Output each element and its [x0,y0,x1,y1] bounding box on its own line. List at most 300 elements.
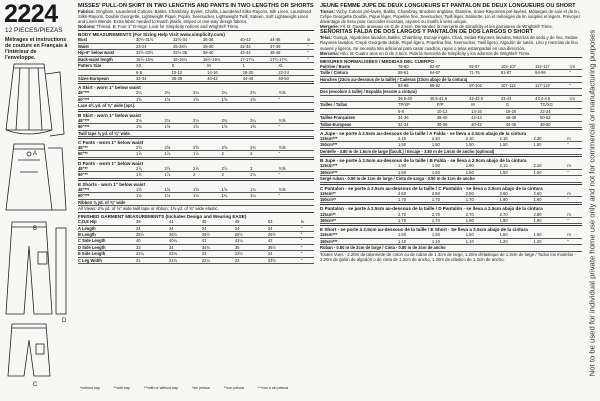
cell-value: 2.50 [398,191,432,197]
cell-value: G [506,102,540,108]
cell-value: 2⅛ [193,118,222,124]
row-label: Lace 4¾ yd. of ⅝" wide (opt.). [78,103,314,109]
cell-value: 45 [202,219,235,225]
cell-value: 22-24 [540,108,582,114]
cell-value: 58-61 [398,70,430,76]
cell-value: 64-67 [430,70,470,76]
cell-value: 2¼ [165,90,194,96]
cell-value: 26½ [169,232,202,238]
cell-value: 1⅝ [193,96,222,102]
cell-value: 38-40 [437,115,471,121]
cell-value: Yds [279,118,314,124]
cell-value: 48-50 [278,75,314,81]
fr-view-d-metrage [320,212,582,225]
cell-value: 1.50 [432,232,466,238]
cell-value: 40-42 [240,37,270,43]
row-label [320,95,398,101]
cell-value: 1.10 [398,238,432,244]
fr-view-b-heading: B Jupe - se porte à 2.5cm au-dessous de la taille / B Falda - se lleva a 2.5cm abajo de la cintura [320,156,582,163]
cell-value: 1⅛ [136,193,165,199]
notions-paragraph: Notions: Thread. B: Four 1" D-rings. Look for Simplicity notions and Wrights® Trims. [78,24,240,30]
cell-value: 17½-17¾ [270,56,307,62]
cell-value: 39.5-40 [398,95,430,101]
row-label: Ruban - 0.80 m de 2cm de large / Cinta - 0.80 m de 2cm de ancho [320,245,582,251]
view-d-heading: D Pants - worn 1" below waist [78,159,314,166]
cell-value: 2.10 [500,163,534,169]
cell-value: 42-44 [471,115,505,121]
cell-value: 1.90 [534,197,568,203]
cell-value: 40.5-41.5 [430,95,470,101]
cell-value: 2.10 [432,136,466,142]
cell-value: 1.70 [398,197,432,203]
spanish-title: SEÑORITAS FALDA DE DOS LARGOS Y PANTALÓN DE DOS LARGOS O SHORT [320,29,534,36]
view-b-heading: B Skirt - worn 1" below waist [78,111,314,118]
cell-value: 1.50 [533,142,567,148]
cell-value: 2.50 [466,191,500,197]
cell-value: 1⅝ [222,96,251,102]
cell-value: 2¾ [250,145,279,151]
cell-value: 1.70 [432,197,466,203]
cell-value: 1.90 [500,197,534,203]
cell-value: 18-20 [506,108,540,114]
cell-value: 1⅞ [136,151,165,157]
cell-value: 1.90 [398,163,432,169]
row-label: 45"** [78,145,136,151]
table-row [320,95,582,101]
cell-value: 1⅝ [250,96,279,102]
cell-value: 2¼ [193,90,222,96]
row-label: C Side Length [78,238,136,244]
row-label: 60"** [78,151,136,157]
cell-value: " [567,197,582,203]
pattern-number: 2224 [4,0,58,28]
cell-value: 25-26½ [173,43,203,49]
cell-value: 32-34 [136,75,172,81]
cell-value: 1.50 [432,169,466,175]
cell-value: 88-92 [430,83,470,89]
cell-value: 102-107 [501,64,535,70]
cell-value: 2.70 [466,212,500,218]
row-label: A Length [78,225,136,231]
cell-value: 24 [235,225,268,231]
cell-value: " [301,257,314,263]
cell-value: " [301,251,314,257]
cell-value: 40¼ [169,238,202,244]
cell-value: 78-80 [398,64,430,70]
cell-value: " [567,217,582,223]
cell-value: " [307,50,314,56]
cell-value: 14-16 [471,108,505,114]
cell-value: S [172,63,208,69]
row-label: 150cm*** [320,142,398,148]
cell-value: 1⅝ [193,124,222,130]
cell-value: M [471,102,505,108]
cell-value: 2⅝ [136,145,165,151]
cell-value: 35½ [268,244,301,250]
cell-value: 2⅛ [165,118,194,124]
cell-value: 1.50 [466,232,500,238]
cell-value: 1.50 [398,232,432,238]
view-label-b: B [33,226,38,232]
row-label: 115cm*** [320,136,398,142]
cell-value: " [301,225,314,231]
row-label: 60"*** [78,124,136,130]
cell-value: 18-20 [243,69,279,75]
table-row [78,103,314,109]
cell-value: 2⅞ [193,166,222,172]
cell-value: " [567,238,582,244]
cell-value: 1.50 [398,142,432,148]
row-label: B Length [78,232,136,238]
cell-value: 1⅝ [165,96,194,102]
view-label-c: C [33,382,38,388]
view-a-heading: A Skirt - worn 1" below waist [78,83,314,90]
body-measurements-table [78,37,314,63]
cell-value: 38-40 [203,50,240,56]
cell-value: 83-85 [398,83,430,89]
cell-value: 16-16¼ [173,56,203,62]
cell-value: 34-36 [398,115,437,121]
cell-value: " [301,238,314,244]
fr-view-e-heading: E Short - se porte à 2.5cm au-dessous de la taille / E Short - Se lleva a 2.5cm abajo de la cintura [320,225,582,232]
cell-value: " [301,244,314,250]
cell-value: 1.50 [466,169,500,175]
row-label: 45"*** [78,90,136,96]
table-row [78,151,314,157]
cell-value: 1⅝ [250,124,279,130]
french-title: JEUNE FEMME JUPE DE DEUX LONGUEURS ET PANTALON DE DEUX LONGUEURS OU SHORT [320,3,576,9]
cell-value: 42-44 [240,50,270,56]
row-label: Sergé ruban - 0.50 m de 1cm de large / Cinta de sarga - 0.50 m de 1cm de ancho [320,176,582,182]
cell-value: 2⅞ [222,166,251,172]
cell-value: 21 [136,257,169,263]
body-measurements-heading: BODY MEASUREMENTS (For Sizing Help Visit www.simplicity.com) [78,30,314,37]
cell-value: 1.60 [534,232,568,238]
cell-value: 46-48 [270,50,307,56]
cell-value: 39 [136,219,169,225]
cell-value: 2 [222,172,251,178]
row-label: 60"*** [78,96,136,102]
fr-view-c-heading: C Pantalon - se porte à 2.5cm au-dessous de la taille / C Pantalón - se lleva a 2.5cm abajo de la cintura [320,184,582,191]
cell-value: " [279,96,314,102]
side-disclaimer: Not to be used for individual private home use only and not for commercial or manufacturing purposes [587,29,597,377]
cell-value: 6-8 [398,108,437,114]
cell-value: 2.10 [466,136,500,142]
finished-measurements-table [78,219,314,264]
cell-value: 17-17¼ [240,56,270,62]
cell-value: 2¼ [250,118,279,124]
cell-value: 22-24 [278,69,314,75]
cell-value: 32½-33½ [136,50,173,56]
fr-view-b-metrage [320,163,582,182]
cell-value: m [567,191,582,197]
cell-value: 2.70 [432,212,466,218]
cell-value: 2⅛ [136,118,165,124]
cell-value: 15½-15¾ [136,56,173,62]
cell-value: m [567,163,582,169]
cell-value: 26½ [202,232,235,238]
cell-value: 83-87 [430,64,470,70]
cell-value: 22¼ [169,251,202,257]
table-row [78,257,314,263]
cell-value: 44-46 [270,37,307,43]
cell-value: 112-117 [535,64,569,70]
cell-value: 1⅞ [165,172,194,178]
cell-value: 2.10 [500,136,534,142]
cell-value: 48-50 [540,121,582,127]
cell-value: " [569,83,582,89]
cell-value: m [567,136,582,142]
view-label-a: A [33,151,38,157]
cell-value: " [307,56,314,62]
view-c-heading: C Pants - worn 1" below waist [78,138,314,145]
row-label: 115cm*** [320,232,398,238]
cell-value: 1.90 [534,217,568,223]
cell-value: 2⅝ [165,145,194,151]
cell-value: cm [569,64,582,70]
row-label: Hip-9" below waist [78,50,136,56]
cell-value: 40-42 [207,75,243,81]
mesures-table [320,64,582,102]
telas-paragraph: Telas: Guinga, Algodones lavados, Batiks, Chambray, Encaje inglés, Chali, Sedas-Rayones lavados, Mezclas de seda y de lino, Sedas-Rayones lavados, Crepé Georgette doble, Piqué ligero, Popelina fina, Seersucker, Twill ligero, Algodón de satén, Lino y mezclas de lino suaves y ligeros. Se necesita tela adicional para casar cuadros, rayas o telas estampadas en una dirección. [320,35,579,51]
french-spanish-column [320,3,582,262]
cell-value: 1¼ [250,193,279,199]
table-row [78,199,314,205]
cell-value: 2⅞ [136,166,165,172]
cell-value: 32-34 [240,43,270,49]
table-row [320,148,582,154]
cell-value: Yds [279,90,314,96]
cell-value: 1⅝ [136,187,165,193]
cell-value: 1.70 [398,217,432,223]
cell-value: " [279,124,314,130]
row-label: Taille / Cintura [320,70,398,76]
cell-value: 1⅝ [165,124,194,130]
cell-value: 24 [202,225,235,231]
fr-view-c-metrage [320,191,582,204]
row-label: 45"*** [78,118,136,124]
cell-value: 1.10 [466,238,500,244]
cell-value: in [307,37,314,43]
cell-value: 2¼ [136,90,165,96]
fr-view-e-metrage [320,232,582,251]
table-row [78,56,314,62]
cell-value: 44-46 [506,121,540,127]
row-label: 150cm** [320,197,398,203]
tissus-paragraph: Tissus: Vichy, Cotons pré-lavés, Batiks, Chambray, Broderie anglaise, Étamine, Soies-Rayonnes pré-lavées, Mélanges de soie et de lin, Crêpe Georgette Double, Piqué léger, Popeline fine, Seersucker, Twill léger, Satinette, Lin et mélanges de lin souples et légers. Prévoyez davantage de tissu pour raccorder écossais, rayures ou motifs à sens unique. [320,9,581,25]
cell-value: 40 [136,238,169,244]
cell-value: 21¾ [169,257,202,263]
cell-value: " [569,70,582,76]
table-row [78,75,314,81]
cell-value: 1⅝ [136,124,165,130]
view-c-pants-drawing [6,222,66,314]
cell-value: 10-12 [172,69,208,75]
cell-value: 24 [268,251,301,257]
cell-value: 2.10 [534,163,568,169]
cell-value: 2¼ [222,90,251,96]
cell-value: 23½ [268,257,301,263]
cell-value: 24 [136,225,169,231]
metrage-note: Métrages et instructions de couture en Français à l'intérieur de l'enveloppe. [5,37,68,61]
cell-value: 1⅝ [222,124,251,130]
cell-value: 1.90 [432,163,466,169]
row-label: 45"*** [78,187,136,193]
view-a-skirt-drawing [6,64,64,136]
cell-value: 1.70 [466,197,500,203]
english-column [78,3,314,264]
cell-value: " [567,169,582,175]
cell-value: 2.60 [534,191,568,197]
cell-value: 23 [202,251,235,257]
row-label: Dentelle - 3.80 m de 1.6cm de large (facult.) / Encaje - 3.80 m de 1.6cm de ancho (optional) [320,148,582,154]
view-c-yardage [78,145,314,158]
view-label-d: D [62,318,67,324]
cell-value: 1⅞ [136,172,165,178]
cell-value: 1.20 [500,238,534,244]
cell-value: 2⅝ [193,145,222,151]
row-label: Waist [78,43,136,49]
cell-value: " [307,43,314,49]
cell-value: 1⅛ [193,193,222,199]
cell-value: 1.90 [466,163,500,169]
cell-value: 1.50 [500,142,534,148]
cell-value: 1⅝ [136,96,165,102]
cell-value: m [567,232,582,238]
cell-value: 1¼ [222,193,251,199]
table-row [78,172,314,178]
view-a-yardage [78,90,314,109]
cell-value: 44-46 [243,75,279,81]
cell-value: 34 [169,244,202,250]
row-label: Pattern Size [78,63,136,69]
cell-value: XL [278,63,314,69]
mesures-heading: MESURES NORMALISÉES / MEDIDAS DEL CUERPO [320,57,582,64]
cell-value: 40-42 [471,121,505,127]
table-row [320,121,582,127]
cell-value: 33 [136,244,169,250]
view-d-yardage [78,166,314,179]
cell-value: 1⅛ [165,193,194,199]
cell-value: in [301,219,314,225]
cell-value: 42 [268,238,301,244]
toutes-vues-note: Toutes Vues - 2.20m de talonnette de coton ou de ruban de 1.3cm de large, 1.20m d'élastique de 1.3cm de large / Todos los modelos - 2.20m de galón de algodón o de cinta de 1.3cm de ancho, 1.20m de elástico de 1.3cm de ancho. [320,251,576,262]
cell-value: 37-39 [270,43,307,49]
all-views-note: All Views: 2⅝ yd. of ⅝" wide twill tape or ribbon; 1⅜ yd. of ⅜" wide elastic. [78,206,219,212]
row-label: D Side Length [78,244,136,250]
pattern-size-table [78,63,314,82]
cell-value: 32-34 [398,121,437,127]
cell-value: 2 [193,172,222,178]
cell-value: 36-38 [172,75,208,81]
cell-value: 1.80 [500,217,534,223]
cell-value: P/P [437,102,471,108]
cell-value: 42-42.5 [469,95,501,101]
footnote: **con pelusa [223,386,244,390]
fabrics-paragraph: Fabrics: Gingham, Laundered Cottons, Batiks, Chambray, Eyelet, Challis, Laundered Silks-Rayons, Silk Linen, Laundered Silks-Rayons, Double Georgette, Lightweight Piqué, Poplin, Seersucker, Lightweight Twill, Sateen, Soft Lightweight Linen and Linen Blends. Extra fabric needed to match plaids, stripes or one-way design fabrics. [78,9,312,25]
row-label: 150cm*** [320,238,398,244]
cell-value: 1.50 [466,142,500,148]
cell-value: 30½-31½ [136,37,173,43]
cell-value: 46-48 [506,115,540,121]
view-e-yardage [78,187,314,206]
cell-value: 36-38 [437,121,471,127]
cell-value: 26½ [268,232,301,238]
cell-value: 1.50 [534,169,568,175]
row-label: 60"** [78,172,136,178]
cell-value: TG/XG [540,102,582,108]
cell-value: 1.50 [500,232,534,238]
cell-value: 34¾ [202,244,235,250]
view-b-yardage [78,118,314,137]
cell-value: 2¾ [250,90,279,96]
cell-value: 2.60 [500,191,534,197]
cell-value: 107-112 [501,83,535,89]
cell-value: 2.70 [398,212,432,218]
nap-footnotes [80,386,288,390]
cell-value: 2⅛ [250,172,279,178]
cell-value: 2¼ [222,118,251,124]
cell-value: M [207,63,243,69]
footnote: **with nap [113,386,130,390]
merceria-paragraph: Mercería: Hilo. B: Cuatro aros en D de 2.5cm. Pida la mercería de Simplicity y los adornos de Wrights® Trims. [320,50,531,56]
cell-value: " [279,151,314,157]
cell-value: TP/XP [398,102,437,108]
pieces-count: 12 PIECES/PIEZAS [5,27,63,34]
row-label: 150cm** [320,217,398,223]
cell-value: 23 [235,257,268,263]
cell-value: 1.80 [466,217,500,223]
row-label: 115cm** [320,212,398,218]
cell-value: 117-122 [535,83,569,89]
cell-value: 2 [222,151,251,157]
cell-value: 32½-34 [173,37,203,43]
row-label: Tailles-Françaises [320,115,398,121]
fr-view-a-metrage [320,136,582,155]
cell-value: 53 [268,219,301,225]
cell-value: 3 [250,166,279,172]
cell-value: 2.70 [500,212,534,218]
row-label: Sizes-European [78,75,136,81]
cell-value: 43-44 [501,95,535,101]
cell-value: 10-12 [437,108,471,114]
cell-value: 1.50 [398,169,432,175]
cell-value: 41 [202,238,235,244]
fr-view-a-heading: A Jupe - se porte à 2.5cm au-dessous de la taille / A Falda - se lleva a 2.5cm abajo de la cintura [320,129,582,136]
footnote: ***con o sin pelusa [257,386,289,390]
cell-value: 14-16 [207,69,243,75]
cell-value: 24 [268,225,301,231]
cell-value: 1⅝ [222,187,251,193]
cell-value: Yds [279,187,314,193]
cell-value: m [567,212,582,218]
cell-value: 6-8 [136,69,172,75]
fr-view-d-heading: D Pantalon - se porte à 2.5cm au-dessous de la taille / D Pantalón - se lleva a 2.5cm abajo de la cintura [320,204,582,211]
row-label: Twill tape ⅝ yd. of ⅜" wide. [78,130,314,136]
footnote: *sin pelusa [192,386,210,390]
cell-value: 36-38 [203,37,240,43]
cell-value: 2⅞ [165,166,194,172]
row-label: Dos (encolure à taille) / Espalda (escote a cintura) [320,89,582,95]
cell-value: 50-52 [540,115,582,121]
cell-value: 26½ [136,232,169,238]
cell-value: 44.4-4.5 [535,95,569,101]
view-e-heading: E Shorts - worn 1" below waist [78,180,314,187]
cell-value: 23-24 [136,43,173,49]
cell-value: 2.30 [533,136,567,142]
cell-value: " [567,142,582,148]
cell-value: 2.50 [432,191,466,197]
